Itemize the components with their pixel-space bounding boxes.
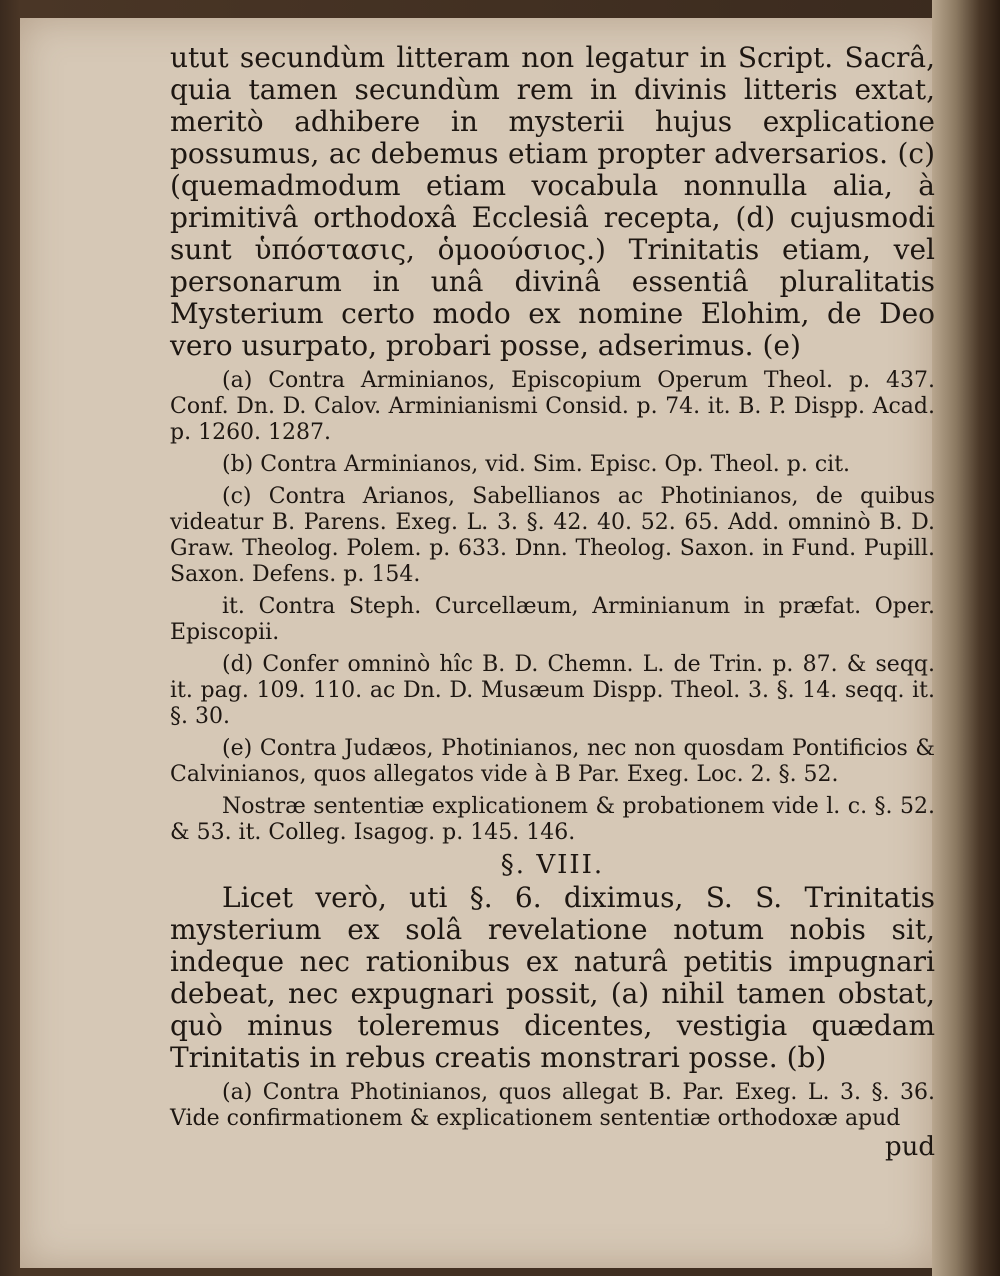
footnote-c: (c) Contra Arianos, Sabellianos ac Photinianos, de quibus videatur B. Parens. Exeg. L. 3. §. 42. 40. 52. 65. Add. omninò B. D. Graw. Theolog. Polem. p. 633. Dnn. Theolog. Saxon. in Fund. Pupill. Saxon. Defens. p. 154. <box>170 484 935 587</box>
footnote-c-continued: it. Contra Steph. Curcellæum, Arminianum in præfat. Oper. Episcopii. <box>170 594 935 645</box>
final-footnote: (a) Contra Photinianos, quos allegat B. Par. Exeg. L. 3. §. 36. Vide confirmationem & explicationem sententiæ orthodoxæ apud <box>170 1080 935 1131</box>
main-paragraph: utut secundùm litteram non legatur in Script. Sacrâ, quia tamen secundùm rem in divinis litteris extat, meritò adhibere in mysterii hujus explicatione possumus, ac debemus etiam propter adversarios. (c) (quemadmodum etiam vocabula nonnulla alia, à primitivâ orthodoxâ Ecclesiâ recepta, (d) cujusmodi sunt ὑπόστασις, ὁμοούσιος.) Trinitatis etiam, vel personarum in unâ divinâ essentiâ pluralitatis Mysterium certo modo ex nomine Elohim, de Deo vero usurpato, probari posse, adserimus. (e) <box>170 41 935 362</box>
footnote-d: (d) Confer omninò hîc B. D. Chemn. L. de Trin. p. 87. & seqq. it. pag. 109. 110. ac Dn. D. Musæum Dispp. Theol. 3. §. 14. seqq. it. §. 30. <box>170 652 935 729</box>
footnote-a: (a) Contra Arminianos, Episcopium Operum Theol. p. 437. Conf. Dn. D. Calov. Arminianismi Consid. p. 74. it. B. P. Dispp. Acad. p. 1260. 1287. <box>170 368 935 445</box>
catchword: pud <box>884 1132 935 1162</box>
footnote-e-continued: Nostræ sententiæ explicationem & probationem vide l. c. §. 52. & 53. it. Colleg. Isagog. p. 145. 146. <box>170 794 935 845</box>
footnote-e: (e) Contra Judæos, Photinianos, nec non quosdam Pontificios & Calvinianos, quos allegatos vide à B Par. Exeg. Loc. 2. §. 52. <box>170 736 935 787</box>
footnote-b: (b) Contra Arminianos, vid. Sim. Episc. Op. Theol. p. cit. <box>222 452 851 477</box>
text-block <box>170 42 935 1162</box>
section-heading: §. VIII. <box>500 850 605 880</box>
section-paragraph: Licet verò, uti §. 6. diximus, S. S. Trinitatis mysterium ex solâ revelatione notum nobis sit, indeque nec rationibus ex naturâ petitis impugnari debeat, nec expugnari possit, (a) nihil tamen obstat, quò minus toleremus dicentes, vestigia quædam Trinitatis in rebus creatis monstrari posse. (b) <box>170 881 935 1074</box>
book-spine <box>932 0 1000 1276</box>
